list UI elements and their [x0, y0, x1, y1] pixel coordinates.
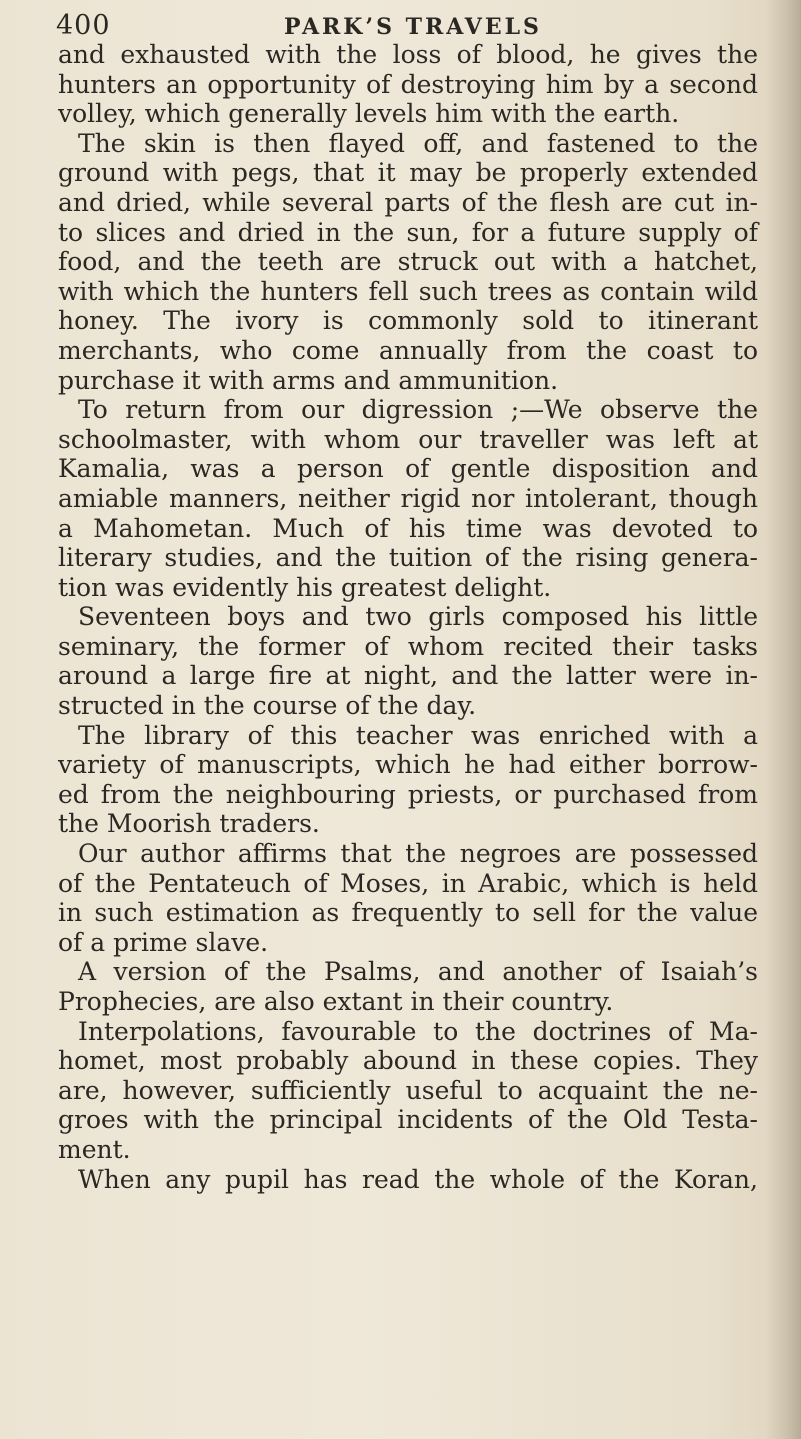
text-line: To return from our digression ;—We observe the — [78, 395, 758, 425]
text-line: homet, most probably abound in these copies. They — [58, 1046, 758, 1076]
text-line: and exhausted with the loss of blood, he gives the — [58, 40, 758, 69]
text-line: a Mahometan. Much of his time was devoted to — [58, 513, 758, 543]
text-line: amiable manners, neither rigid nor intolerant, though — [58, 483, 758, 513]
text-line: Interpolations, favourable to the doctrines of Ma- — [78, 1016, 758, 1046]
text-line: around a large fire at night, and the latter were in- — [58, 661, 758, 691]
text-line: honey. The ivory is commonly sold to itinerant — [58, 306, 758, 336]
text-line: to slices and dried in the sun, for a future supply of — [58, 217, 758, 247]
text-line: with which the hunters fell such trees as contain wild — [58, 276, 758, 306]
text-line: A version of the Psalms, and another of Isaiah’s — [78, 957, 758, 987]
page-binding-shadow — [765, 0, 801, 1439]
text-line: structed in the course of the day. — [58, 691, 477, 721]
page-number: 400 — [56, 10, 111, 41]
text-line: Prophecies, are also extant in their country. — [58, 987, 614, 1016]
text-line: are, however, sufficiently useful to acquaint the ne- — [58, 1075, 758, 1105]
text-line: The library of this teacher was enriched with a — [78, 720, 758, 750]
text-line: the Moorish traders. — [58, 809, 320, 839]
text-line: volley, which generally levels him with the earth. — [58, 99, 680, 129]
running-title: PARK’S TRAVELS — [284, 14, 542, 40]
text-line: variety of manuscripts, which he had either borrow- — [58, 750, 758, 780]
text-line: groes with the principal incidents of the Old Testa- — [58, 1105, 758, 1135]
text-line: ed from the neighbouring priests, or purchased from — [58, 779, 758, 809]
text-line: The skin is then flayed off, and fastened to the — [78, 128, 758, 158]
text-line: Our author affirms that the negroes are possessed — [78, 839, 758, 869]
text-line: of the Pentateuch of Moses, in Arabic, which is held — [58, 868, 758, 898]
text-line: hunters an opportunity of destroying him by a second — [58, 69, 758, 99]
text-line: ment. — [58, 1134, 131, 1164]
text-line: When any pupil has read the whole of the Koran, — [78, 1164, 758, 1194]
text-line: ground with pegs, that it may be properly extended — [58, 158, 758, 188]
text-line: and dried, while several parts of the flesh are cut in- — [58, 187, 758, 217]
text-line: in such estimation as frequently to sell for the value — [58, 898, 758, 928]
text-line: food, and the teeth are struck out with a hatchet, — [58, 247, 758, 277]
text-line: schoolmaster, with whom our traveller was left at — [58, 424, 758, 454]
body-text — [58, 40, 758, 1194]
text-line: literary studies, and the tuition of the rising genera- — [58, 543, 758, 573]
text-line: Kamalia, was a person of gentle disposition and — [58, 454, 758, 484]
text-line: merchants, who come annually from the coast to — [58, 335, 758, 365]
text-line: purchase it with arms and ammunition. — [58, 365, 559, 395]
text-line: Seventeen boys and two girls composed his little — [78, 602, 758, 632]
text-line: seminary, the former of whom recited their tasks — [58, 631, 758, 661]
text-line: of a prime slave. — [58, 927, 269, 957]
text-line: tion was evidently his greatest delight. — [58, 572, 552, 602]
